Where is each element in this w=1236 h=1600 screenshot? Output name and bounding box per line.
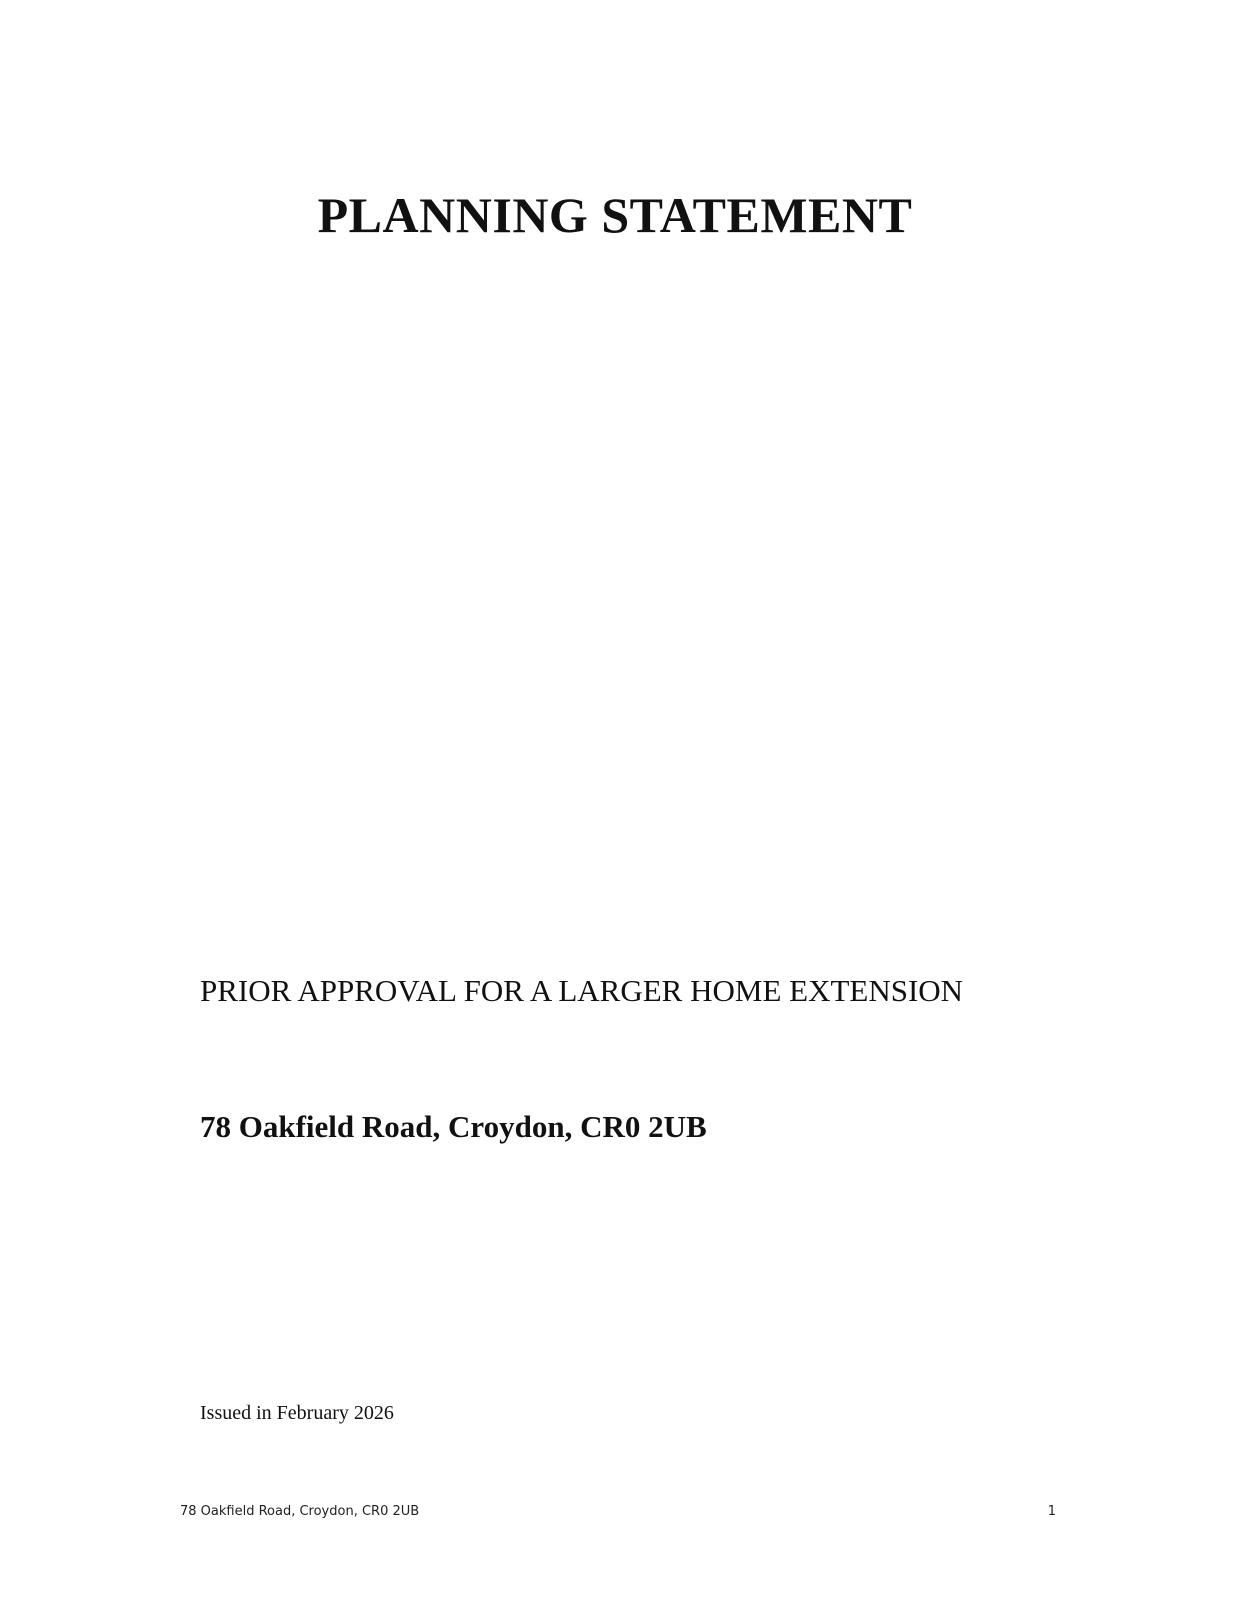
footer-address: 78 Oakfield Road, Croydon, CR0 2UB: [180, 1504, 420, 1519]
page-footer: [180, 1504, 1056, 1524]
document-title: PLANNING STATEMENT: [317, 187, 913, 243]
site-address: 78 Oakfield Road, Croydon, CR0 2UB: [200, 1109, 707, 1144]
page-number: 1: [1047, 1504, 1056, 1519]
issue-date: Issued in February 2026: [200, 1402, 394, 1424]
document-subtitle: PRIOR APPROVAL FOR A LARGER HOME EXTENSION: [200, 973, 964, 1008]
